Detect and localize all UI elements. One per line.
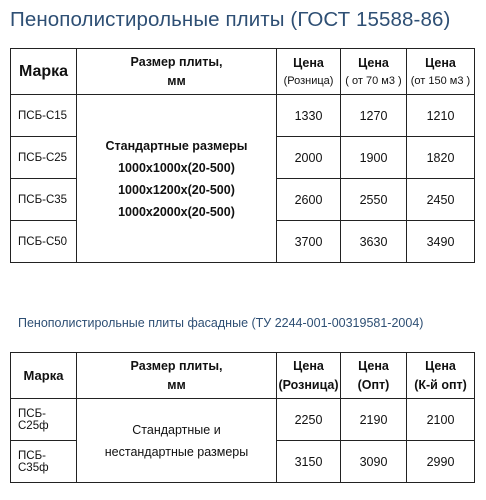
table-row <box>11 95 475 137</box>
header-price-wholesale-line1: Цена <box>358 358 389 373</box>
row-mark: ПСБ-С50 <box>11 221 77 263</box>
size-line1: Стандартные размеры <box>105 138 248 153</box>
size-line4: 1000х2000х(20-500) <box>118 204 235 219</box>
header-price-retail <box>277 353 341 399</box>
header-price-70 <box>341 49 407 95</box>
page-title: Пенополистирольные плиты (ГОСТ 15588-86) <box>10 8 451 31</box>
table-header-row <box>11 353 475 399</box>
header-size-line1: Размер плиты, <box>130 358 223 373</box>
size-description <box>77 95 277 263</box>
price-large-wholesale: 2990 <box>407 441 475 483</box>
header-price-retail-line2: (Розница) <box>278 377 339 392</box>
price-retail: 2250 <box>277 399 341 441</box>
price-150: 3490 <box>407 221 475 263</box>
header-mark: Марка <box>11 353 77 399</box>
size-description <box>77 399 277 483</box>
header-size-line2: мм <box>167 73 186 88</box>
header-price-150-line2: (от 150 м3 ) <box>410 74 471 87</box>
table-row <box>11 399 475 441</box>
price-70: 1270 <box>341 95 407 137</box>
header-price-large-wholesale <box>407 353 475 399</box>
price-retail: 3700 <box>277 221 341 263</box>
header-size-line2: мм <box>167 377 186 392</box>
price-wholesale: 3090 <box>341 441 407 483</box>
price-retail: 2600 <box>277 179 341 221</box>
table-header-row <box>11 49 475 95</box>
row-mark: ПСБ-С25ф <box>11 399 77 441</box>
header-mark: Марка <box>11 49 77 95</box>
header-price-70-line2: ( от 70 м3 ) <box>345 74 402 87</box>
size-line1: Стандартные и <box>132 422 221 437</box>
header-price-retail-line1: Цена <box>293 358 324 373</box>
price-150: 1210 <box>407 95 475 137</box>
price-70: 1900 <box>341 137 407 179</box>
header-price-retail-line1: Цена <box>293 55 324 70</box>
price-table-facade <box>10 352 475 483</box>
size-line2: нестандартные размеры <box>104 444 249 459</box>
price-retail: 1330 <box>277 95 341 137</box>
price-large-wholesale: 2100 <box>407 399 475 441</box>
header-price-70-line1: Цена <box>358 55 389 70</box>
header-size <box>77 49 277 95</box>
price-wholesale: 2190 <box>341 399 407 441</box>
header-price-wholesale <box>341 353 407 399</box>
row-mark: ПСБ-С35ф <box>11 441 77 483</box>
price-150: 2450 <box>407 179 475 221</box>
row-mark: ПСБ-С35 <box>11 179 77 221</box>
header-price-large-wholesale-line1: Цена <box>425 358 456 373</box>
header-size-line1: Размер плиты, <box>130 54 223 69</box>
price-70: 3630 <box>341 221 407 263</box>
row-mark: ПСБ-С25 <box>11 137 77 179</box>
header-size <box>77 353 277 399</box>
size-line2: 1000х1000х(20-500) <box>118 160 235 175</box>
price-150: 1820 <box>407 137 475 179</box>
header-price-wholesale-line2: (Опт) <box>357 377 390 392</box>
size-line3: 1000х1200х(20-500) <box>118 182 235 197</box>
price-70: 2550 <box>341 179 407 221</box>
price-table-standard <box>10 48 475 263</box>
section-title-facade: Пенополистирольные плиты фасадные (ТУ 2244-001-00319581-2004) <box>18 316 424 330</box>
header-price-150-line1: Цена <box>425 55 456 70</box>
header-price-retail-line2: (Розница) <box>283 74 334 87</box>
header-price-retail <box>277 49 341 95</box>
header-price-large-wholesale-line2: (К-й опт) <box>414 377 467 392</box>
price-retail: 2000 <box>277 137 341 179</box>
header-price-150 <box>407 49 475 95</box>
row-mark: ПСБ-С15 <box>11 95 77 137</box>
price-retail: 3150 <box>277 441 341 483</box>
